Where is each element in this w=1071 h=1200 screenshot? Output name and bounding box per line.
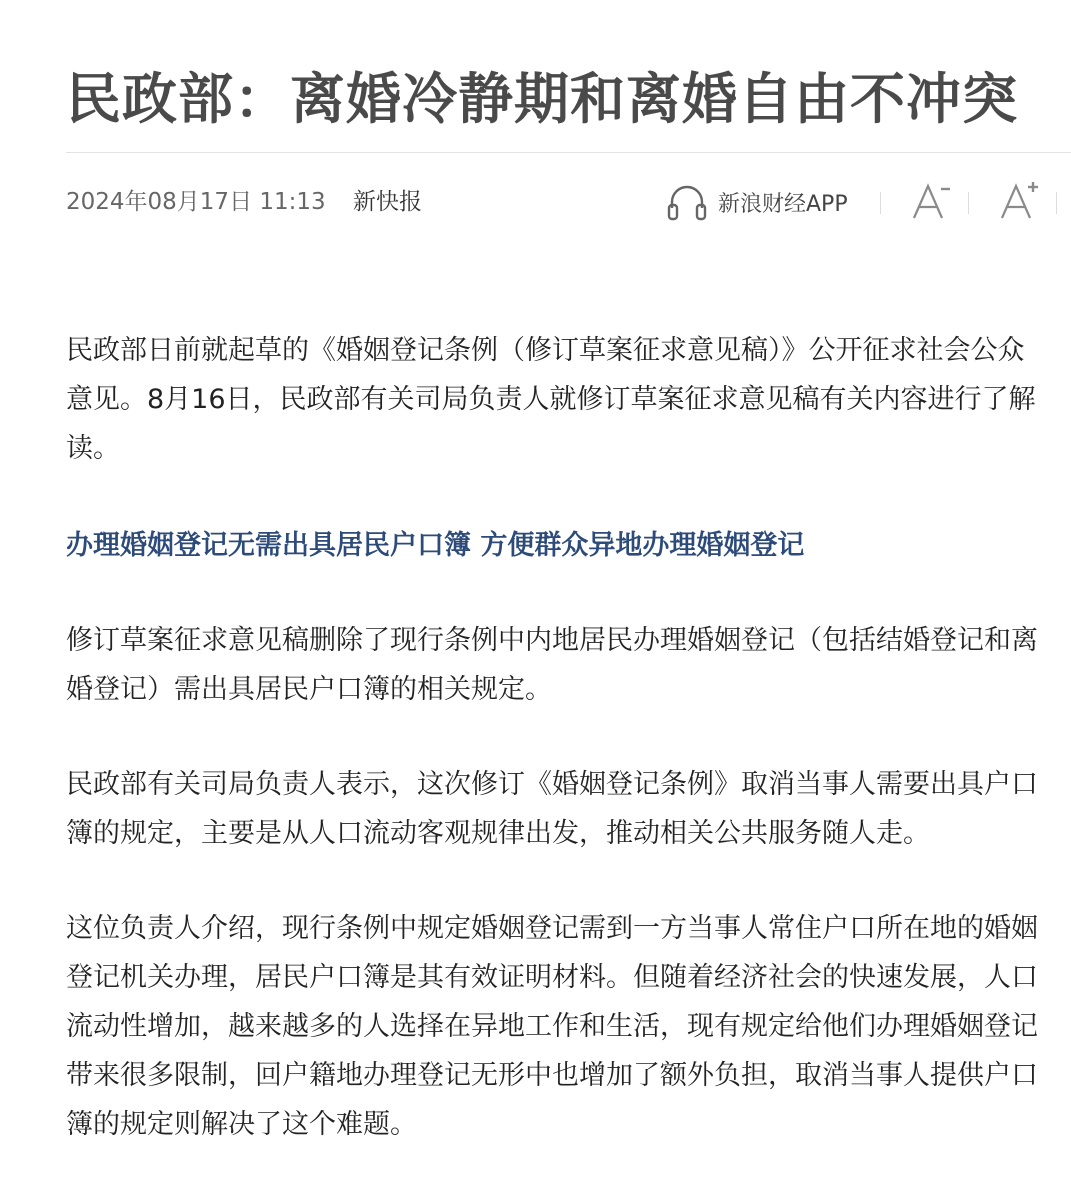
listen-label: 新浪财经APP <box>718 191 848 217</box>
paragraph-intro: 民政部日前就起草的《婚姻登记条例（修订草案征求意见稿）》公开征求社会公众意见。8月16日，民政部有关司局负责人就修订草案征求意见稿有关内容进行了解读。 <box>66 335 1036 464</box>
article-source[interactable]: 新快报 <box>352 189 422 215</box>
article-toolbar <box>662 180 1071 224</box>
font-size-decrease-icon <box>908 180 956 224</box>
article-title: 民政部：离婚冷静期和离婚自由不冲突 <box>66 66 1019 131</box>
headphone-icon <box>666 182 708 222</box>
article-meta <box>66 180 422 224</box>
section-subheading: 办理婚姻登记无需出具居民户口簿 方便群众异地办理婚姻登记 <box>66 530 805 561</box>
font-size-decrease-button[interactable] <box>908 180 956 224</box>
font-size-increase-icon <box>996 180 1044 224</box>
title-divider <box>66 152 1071 153</box>
paragraph: 民政部有关司局负责人表示，这次修订《婚姻登记条例》取消当事人需要出具户口簿的规定，主要是从人口流动客观规律出发，推动相关公共服务随人走。 <box>66 769 1038 849</box>
toolbar-separator <box>1056 192 1057 214</box>
publish-date: 2024年08月17日 11:13 <box>66 189 326 215</box>
listen-button[interactable] <box>666 180 848 224</box>
article-body <box>66 326 1041 1149</box>
paragraph: 这位负责人介绍，现行条例中规定婚姻登记需到一方当事人常住户口所在地的婚姻登记机关办理，居民户口簿是其有效证明材料。但随着经济社会的快速发展，人口流动性增加，越来越多的人选择在异地工作和生活，现有规定给他们办理婚姻登记带来很多限制，回户籍地办理登记无形中也增加了额外负担，取消当事人提供户口簿的规定则解决了这个难题。 <box>66 913 1038 1140</box>
toolbar-separator <box>968 192 969 214</box>
toolbar-separator <box>880 192 881 214</box>
font-size-increase-button[interactable] <box>996 180 1044 224</box>
paragraph: 修订草案征求意见稿删除了现行条例中内地居民办理婚姻登记（包括结婚登记和离婚登记）需出具居民户口簿的相关规定。 <box>66 625 1038 705</box>
